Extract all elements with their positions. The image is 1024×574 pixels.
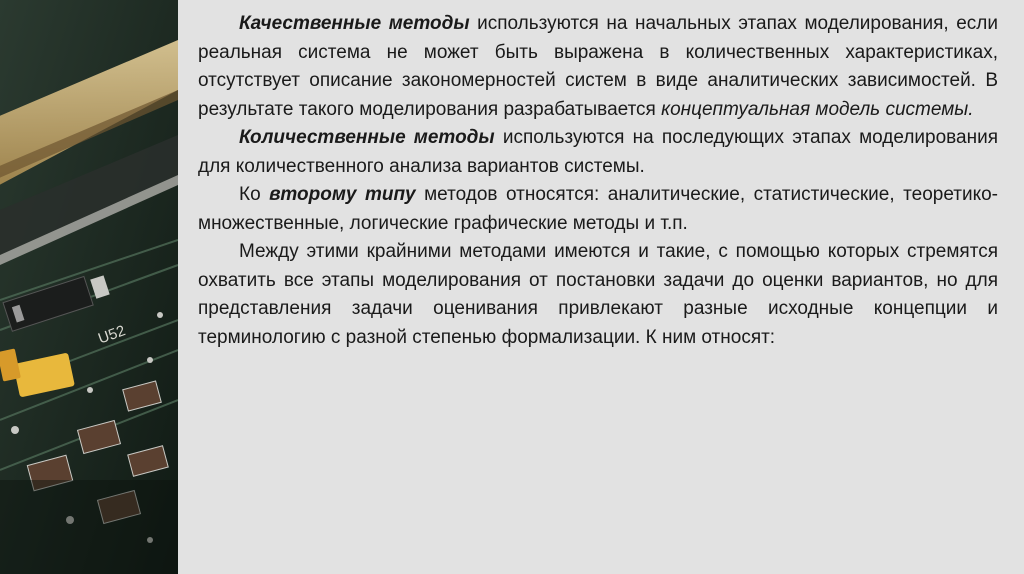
paragraph-text: используются на начальных этапах моделирования, если реальная система не может быть выражена в количественных характеристиках, отсутствует описание закономерностей систем в виде аналитических зависимостей. В результате такого моделирования разрабатывается (198, 13, 999, 120)
paragraph-text: используются на последующих этапах моделирования для количественного анализа вариантов системы. (198, 127, 998, 177)
paragraph-intermediate-methods (198, 238, 998, 352)
paragraph-text: Ко (239, 184, 270, 205)
paragraph-qualitative-methods (198, 10, 998, 124)
term-second-type: второму типу (269, 184, 416, 205)
circuit-board-illustration (0, 0, 178, 574)
paragraph-second-type (198, 181, 998, 238)
term-quantitative-methods: Количественные методы (239, 127, 495, 148)
text-content (198, 10, 998, 352)
paragraph-text: Между этими крайними методами имеются и такие, с помощью которых стремятся охватить все этапы моделирования от постановки задачи до оценки вариантов, но для представления задачи оценивания привлекают разные исходные концепции и терминологию с разной степенью формализации. К ним относят: (198, 241, 998, 348)
pcb-label: U52 (95, 322, 128, 348)
term-qualitative-methods: Качественные методы (239, 13, 470, 34)
paragraph-text: методов относятся: аналитические, статистические, теоретико-множественные, логические графические методы и т.п. (198, 184, 998, 234)
paragraph-quantitative-methods (198, 124, 998, 181)
circuit-board-image (0, 0, 178, 574)
emphasis-conceptual-model: концептуальная модель системы. (661, 98, 974, 120)
